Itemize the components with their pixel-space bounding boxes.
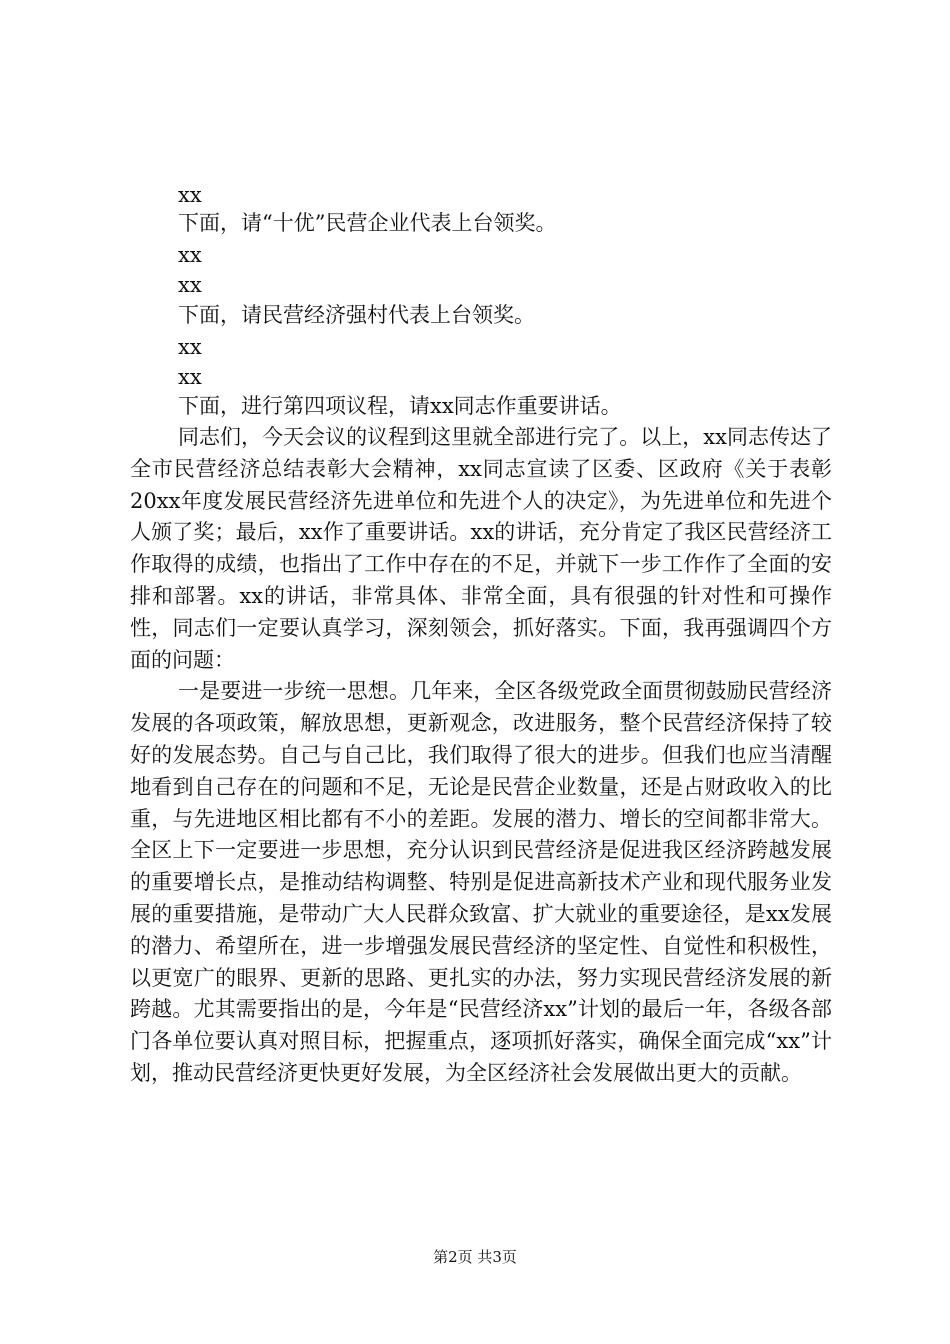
text-line: xx [178, 335, 202, 359]
page-footer: 第2页 共3页 [433, 1248, 517, 1266]
text-line: xx [178, 183, 202, 207]
text-line: xx [178, 365, 202, 389]
text-line: 下面，请民营经济强村代表上台领奖。 [178, 303, 535, 327]
text-line: 下面，请“十优”民营企业代表上台领奖。 [178, 211, 557, 235]
text-line: xx [178, 243, 202, 267]
paragraph-summary: 同志们，今天会议的议程到这里就全部进行完了。以上，xx同志传达了全市民营经济总结表彰大会精神，xx同志宣读了区委、区政府《关于表彰20xx年度发展民营经济先进单位和先进个人的决定》，为先进单位和先进个人颁了奖；最后，xx作了重要讲话。xx的讲话，充分肯定了我区民营经济工作取得的成绩，也指出了工作中存在的不足，并就下一步工作作了全面的安排和部署。xx的讲话，非常具体、非常全面，具有很强的针对性和可操作性，同志们一定要认真学习，深刻领会，抓好落实。下面，我再强调四个方面的问题： [130, 425, 832, 672]
text-line: xx [178, 273, 202, 297]
paragraph-point-one: 一是要进一步统一思想。几年来，全区各级党政全面贯彻鼓励民营经济发展的各项政策，解放思想，更新观念，改进服务，整个民营经济保持了较好的发展态势。自己与自己比，我们取得了很大的进步。但我们也应当清醒地看到自己存在的问题和不足，无论是民营企业数量，还是占财政收入的比重，与先进地区相比都有不小的差距。发展的潜力、增长的空间都非常大。全区上下一定要进一步思想，充分认识到民营经济是促进我区经济跨越发展的重要增长点，是推动结构调整、特别是促进高新技术产业和现代服务业发展的重要措施，是带动广大人民群众致富、扩大就业的重要途径，是xx发展的潜力、希望所在，进一步增强发展民营经济的坚定性、自觉性和积极性，以更宽广的眼界、更新的思路、更扎实的办法，努力实现民营经济发展的新跨越。尤其需要指出的是，今年是“民营经济xx”计划的最后一年，各级各部门各单位要认真对照目标，把握重点，逐项抓好落实，确保全面完成“xx”计划，推动民营经济更快更好发展，为全区经济社会发展做出更大的贡献。 [130, 679, 832, 1085]
text-line: 下面，进行第四项议程，请xx同志作重要讲话。 [178, 394, 622, 418]
body-text [130, 422, 832, 1090]
